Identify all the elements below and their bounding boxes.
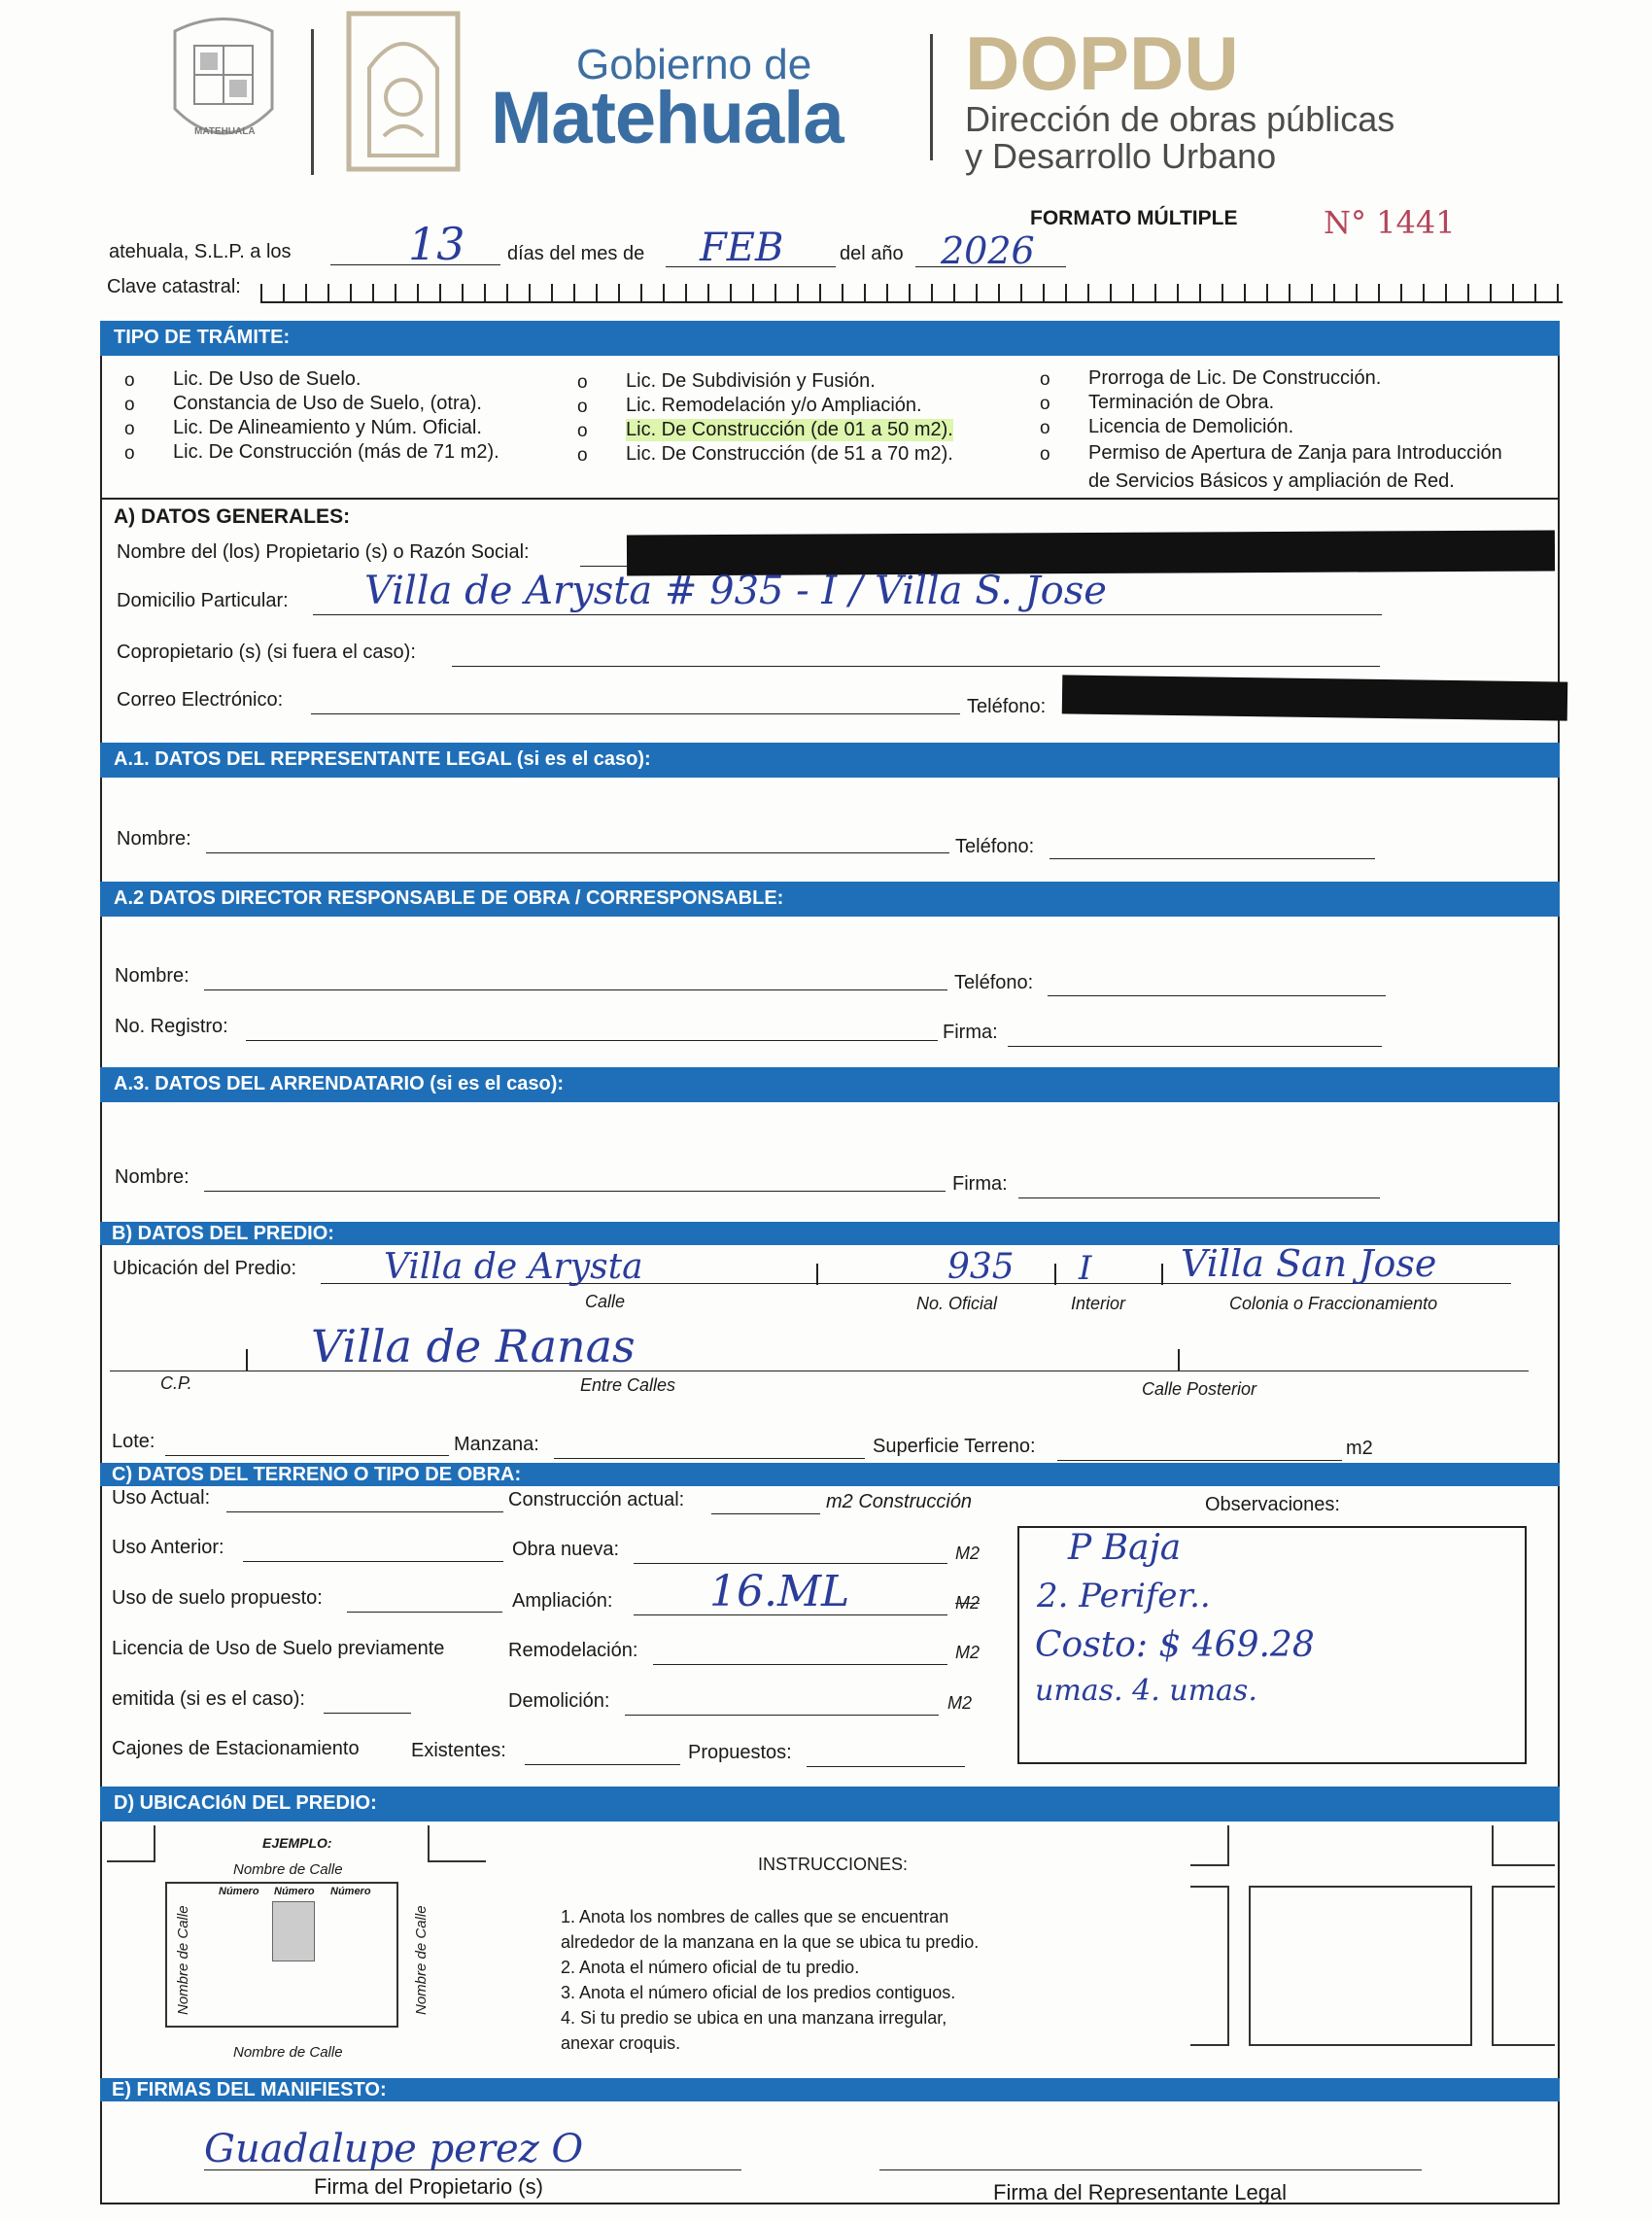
section-tipo-tramite: TIPO DE TRÁMITE: [100,321,1560,356]
highlight-lot [272,1901,315,1961]
instructions-title: INSTRUCCIONES: [758,1855,909,1874]
example-map [107,1825,486,2064]
block-label: Manzana: [454,1434,539,1455]
section-predio: B) DATOS DEL PREDIO: [100,1222,1560,1245]
arr-signature-field[interactable] [1018,1197,1380,1198]
current-use-field[interactable] [226,1511,503,1512]
arr-signature-label: Firma: [952,1173,1008,1195]
construction-unit: m2 Construcción [826,1491,973,1512]
radio-bullet[interactable]: o [577,421,588,441]
coowner-field-line[interactable] [452,666,1380,667]
street-name-top: Nombre de Calle [233,1861,343,1878]
current-use-label: Uso Actual: [112,1487,211,1509]
option-uso-suelo[interactable]: Lic. De Uso de Suelo. [173,368,361,390]
obs-note-3: Costo: $ 469.28 [1035,1625,1315,1665]
demolition-field[interactable] [625,1715,939,1716]
street-field[interactable]: Villa de Arysta [384,1247,643,1287]
rep-phone-label: Teléfono: [955,836,1035,857]
number-center: Número [274,1886,315,1897]
lot-label: Lote: [112,1431,155,1452]
arr-name-label: Nombre: [115,1166,189,1188]
rep-signature-caption: Firma del Representante Legal [993,2180,1288,2204]
option-demolicion[interactable]: Licencia de Demolición. [1088,416,1294,437]
gov-city: Matehuala [491,77,843,159]
between-caption: Entre Calles [580,1375,676,1395]
new-work-label: Obra nueva: [512,1539,620,1560]
parking-label: Cajones de Estacionamiento [112,1738,360,1759]
predio-divider [1178,1349,1180,1371]
previous-use-label: Uso Anterior: [112,1537,224,1558]
owner-signature-caption: Firma del Propietario (s) [314,2174,543,2199]
format-title: FORMATO MÚLTIPLE [1030,207,1238,229]
street-name-bottom: Nombre de Calle [233,2044,343,2061]
radio-bullet[interactable]: o [577,397,588,417]
location-sketch-grid[interactable] [1190,1825,1555,2078]
predio-divider [1161,1264,1163,1285]
option-remodelacion[interactable]: Lic. Remodelación y/o Ampliación. [626,395,922,416]
block-field[interactable] [554,1458,865,1459]
year-label: del año [840,243,904,264]
demolition-unit: M2 [947,1693,973,1713]
radio-bullet[interactable]: o [577,372,588,393]
remodel-label: Remodelación: [508,1640,638,1661]
area-field[interactable] [1057,1460,1342,1461]
option-terminacion[interactable]: Terminación de Obra. [1088,392,1275,413]
option-alineamiento[interactable]: Lic. De Alineamiento y Núm. Oficial. [173,417,482,438]
radio-bullet[interactable]: o [1040,418,1050,438]
radio-bullet[interactable]: o [124,370,135,391]
seal-caption: MATEHUALA [194,126,256,137]
obs-note-4: umas. 4. umas. [1035,1674,1257,1708]
radio-bullet[interactable]: o [1040,369,1050,390]
month-field[interactable]: FEB [700,226,784,270]
date-prefix: atehuala, S.L.P. a los [109,241,292,262]
predio-divider [246,1349,248,1371]
grid-block [1190,1886,1229,2046]
gov-prefix: Gobierno de [576,41,812,88]
lot-field[interactable] [165,1455,449,1456]
parking-existing-field[interactable] [525,1764,680,1765]
dept-name [965,101,1394,175]
section-arrendatario: A.3. DATOS DEL ARRENDATARIO (si es el caso): [100,1067,1560,1102]
rep-name-field[interactable] [206,852,949,853]
colony-caption: Colonia o Fraccionamiento [1229,1294,1438,1313]
days-label: días del mes de [507,243,645,264]
new-work-field[interactable] [634,1563,947,1564]
parking-proposed-label: Propuestos: [688,1742,792,1763]
cp-caption: C.P. [160,1373,192,1393]
number-field[interactable]: 935 [947,1247,1015,1287]
number-caption: No. Oficial [916,1294,998,1313]
expansion-field[interactable]: 16.ML [709,1567,850,1616]
example-label: EJEMPLO: [262,1835,332,1851]
area-label: Superficie Terreno: [873,1436,1036,1457]
clave-label: Clave catastral: [107,276,241,297]
grid-block [1249,1886,1472,2046]
colony-field[interactable]: Villa San Jose [1181,1242,1437,1285]
day-field[interactable]: 13 [408,218,465,270]
dir-registry-field[interactable] [246,1040,938,1041]
radio-bullet[interactable]: o [577,445,588,466]
radio-bullet[interactable]: o [1040,444,1050,465]
option-construccion-70[interactable]: Lic. De Construcción (de 51 a 70 m2). [626,443,953,465]
dept-acronym: DOPDU [965,20,1239,106]
coowner-label: Copropietario (s) (si fuera el caso): [117,642,416,663]
radio-bullet[interactable]: o [124,395,135,415]
option-subdivision[interactable]: Lic. De Subdivisión y Fusión. [626,370,876,392]
option-zanja-cont: de Servicios Básicos y ampliación de Red. [1088,470,1455,492]
between-streets-field[interactable]: Villa de Ranas [311,1320,636,1372]
section-director: A.2 DATOS DIRECTOR RESPONSABLE DE OBRA / CORRESPONSABLE: [100,882,1560,917]
grid-block [1492,1886,1555,2046]
header-divider [311,29,314,175]
option-construccion-71[interactable]: Lic. De Construcción (más de 71 m2). [173,441,499,463]
interior-caption: Interior [1071,1294,1126,1313]
instruction-1b: alrededor de la manzana en la que se ubica tu predio. [561,1932,980,1952]
folio-number: N° 1441 [1324,204,1456,241]
option-zanja[interactable]: Permiso de Apertura de Zanja para Introducción [1088,442,1502,464]
instruction-4b: anexar croquis. [561,2033,681,2053]
street-name-left: Nombre de Calle [175,1905,191,2015]
observations-box[interactable] [1017,1526,1527,1764]
instruction-3: 3. Anota el número oficial de los predios contiguos. [561,1983,956,2002]
instruction-2: 2. Anota el número oficial de tu predio. [561,1958,860,1977]
section-terreno: C) DATOS DEL TERRENO O TIPO DE OBRA: [100,1463,1560,1486]
address-label: Domicilio Particular: [117,590,289,611]
section-representante: A.1. DATOS DEL REPRESENTANTE LEGAL (si es el caso): [100,743,1560,778]
rep-signature-line[interactable] [879,2169,1422,2170]
predio-divider [1054,1264,1056,1285]
number-right: Número [330,1886,371,1897]
remodel-field[interactable] [653,1664,947,1665]
radio-bullet[interactable]: o [1040,394,1050,414]
dir-signature-label: Firma: [943,1022,998,1043]
dept-name-line-1: Dirección de obras públicas [965,99,1395,139]
proposed-use-field[interactable] [347,1612,502,1613]
dir-name-label: Nombre: [115,965,189,987]
section-datos-generales: A) DATOS GENERALES: [100,498,1560,535]
owner-signature[interactable]: Guadalupe perez O [204,2127,584,2171]
number-left: Número [219,1886,259,1897]
dir-name-field[interactable] [204,989,947,990]
address-field-line [313,614,1382,615]
map-block-tr [428,1825,486,1862]
rep-name-label: Nombre: [117,828,191,850]
current-construction-label: Construcción actual: [508,1489,685,1510]
license-prev-label-2: emitida (si es el caso): [112,1688,305,1710]
street-caption: Calle [585,1292,626,1311]
grid-block [1492,1825,1555,1866]
predio-divider [816,1264,818,1285]
instruction-4: 4. Si tu predio se ubica en una manzana irregular, [561,2008,947,2028]
dir-phone-label: Teléfono: [954,972,1034,993]
owner-label: Nombre del (los) Propietario (s) o Razón Social: [117,541,530,563]
observations-label: Observaciones: [1205,1494,1340,1515]
dir-signature-field[interactable] [1008,1046,1382,1047]
header-divider-2 [930,34,933,160]
year-field[interactable]: 2026 [941,229,1035,272]
option-construccion-50-selected[interactable]: Lic. De Construcción (de 01 a 50 m2). [626,419,953,440]
obs-note-1: P Baja [1068,1528,1182,1568]
option-prorroga[interactable]: Prorroga de Lic. De Construcción. [1088,367,1382,389]
parking-existing-label: Existentes: [411,1740,506,1761]
arr-name-field[interactable] [204,1191,946,1192]
parking-proposed-field[interactable] [807,1766,965,1767]
email-field-line[interactable] [311,713,960,714]
expansion-unit: M2 [955,1593,981,1613]
phone-label: Teléfono: [967,696,1047,717]
instruction-1: 1. Anota los nombres de calles que se encuentran [561,1907,949,1926]
radio-bullet[interactable]: o [124,419,135,439]
redacted-phone [1062,675,1568,720]
obs-note-2: 2. Perifer.. [1037,1577,1211,1615]
email-label: Correo Electrónico: [117,689,284,711]
street-name-right: Nombre de Calle [413,1905,430,2015]
remodel-unit: M2 [955,1643,981,1662]
license-prev-field[interactable] [324,1713,411,1714]
dir-phone-field[interactable] [1048,995,1386,996]
map-block-tl [107,1825,155,1862]
section-firmas: E) FIRMAS DEL MANIFIESTO: [100,2078,1560,2101]
rep-phone-field[interactable] [1050,858,1375,859]
section-ubicacion: D) UBICACIóN DEL PREDIO: [100,1787,1560,1822]
current-construction-field[interactable] [711,1513,820,1514]
address-field[interactable]: Villa de Arysta # 935 - I / Villa S. Jose [364,569,1107,613]
demolition-label: Demolición: [508,1690,610,1712]
previous-use-field[interactable] [243,1561,503,1562]
interior-field[interactable]: I [1079,1249,1092,1288]
option-constancia-uso-suelo[interactable]: Constancia de Uso de Suelo, (otra). [173,393,482,414]
municipal-shield [345,10,462,180]
new-work-unit: M2 [955,1544,981,1563]
area-unit: m2 [1346,1438,1373,1459]
back-street-caption: Calle Posterior [1142,1379,1257,1399]
expansion-label: Ampliación: [512,1590,613,1612]
license-prev-label-1: Licencia de Uso de Suelo previamente [112,1638,445,1659]
dept-name-line-2: y Desarrollo Urbano [965,136,1277,176]
proposed-use-label: Uso de suelo propuesto: [112,1587,323,1609]
clave-boxes[interactable] [260,284,1563,303]
radio-bullet[interactable]: o [124,443,135,464]
grid-block [1190,1825,1229,1866]
dir-registry-label: No. Registro: [115,1016,228,1037]
location-label: Ubicación del Predio: [113,1258,296,1279]
